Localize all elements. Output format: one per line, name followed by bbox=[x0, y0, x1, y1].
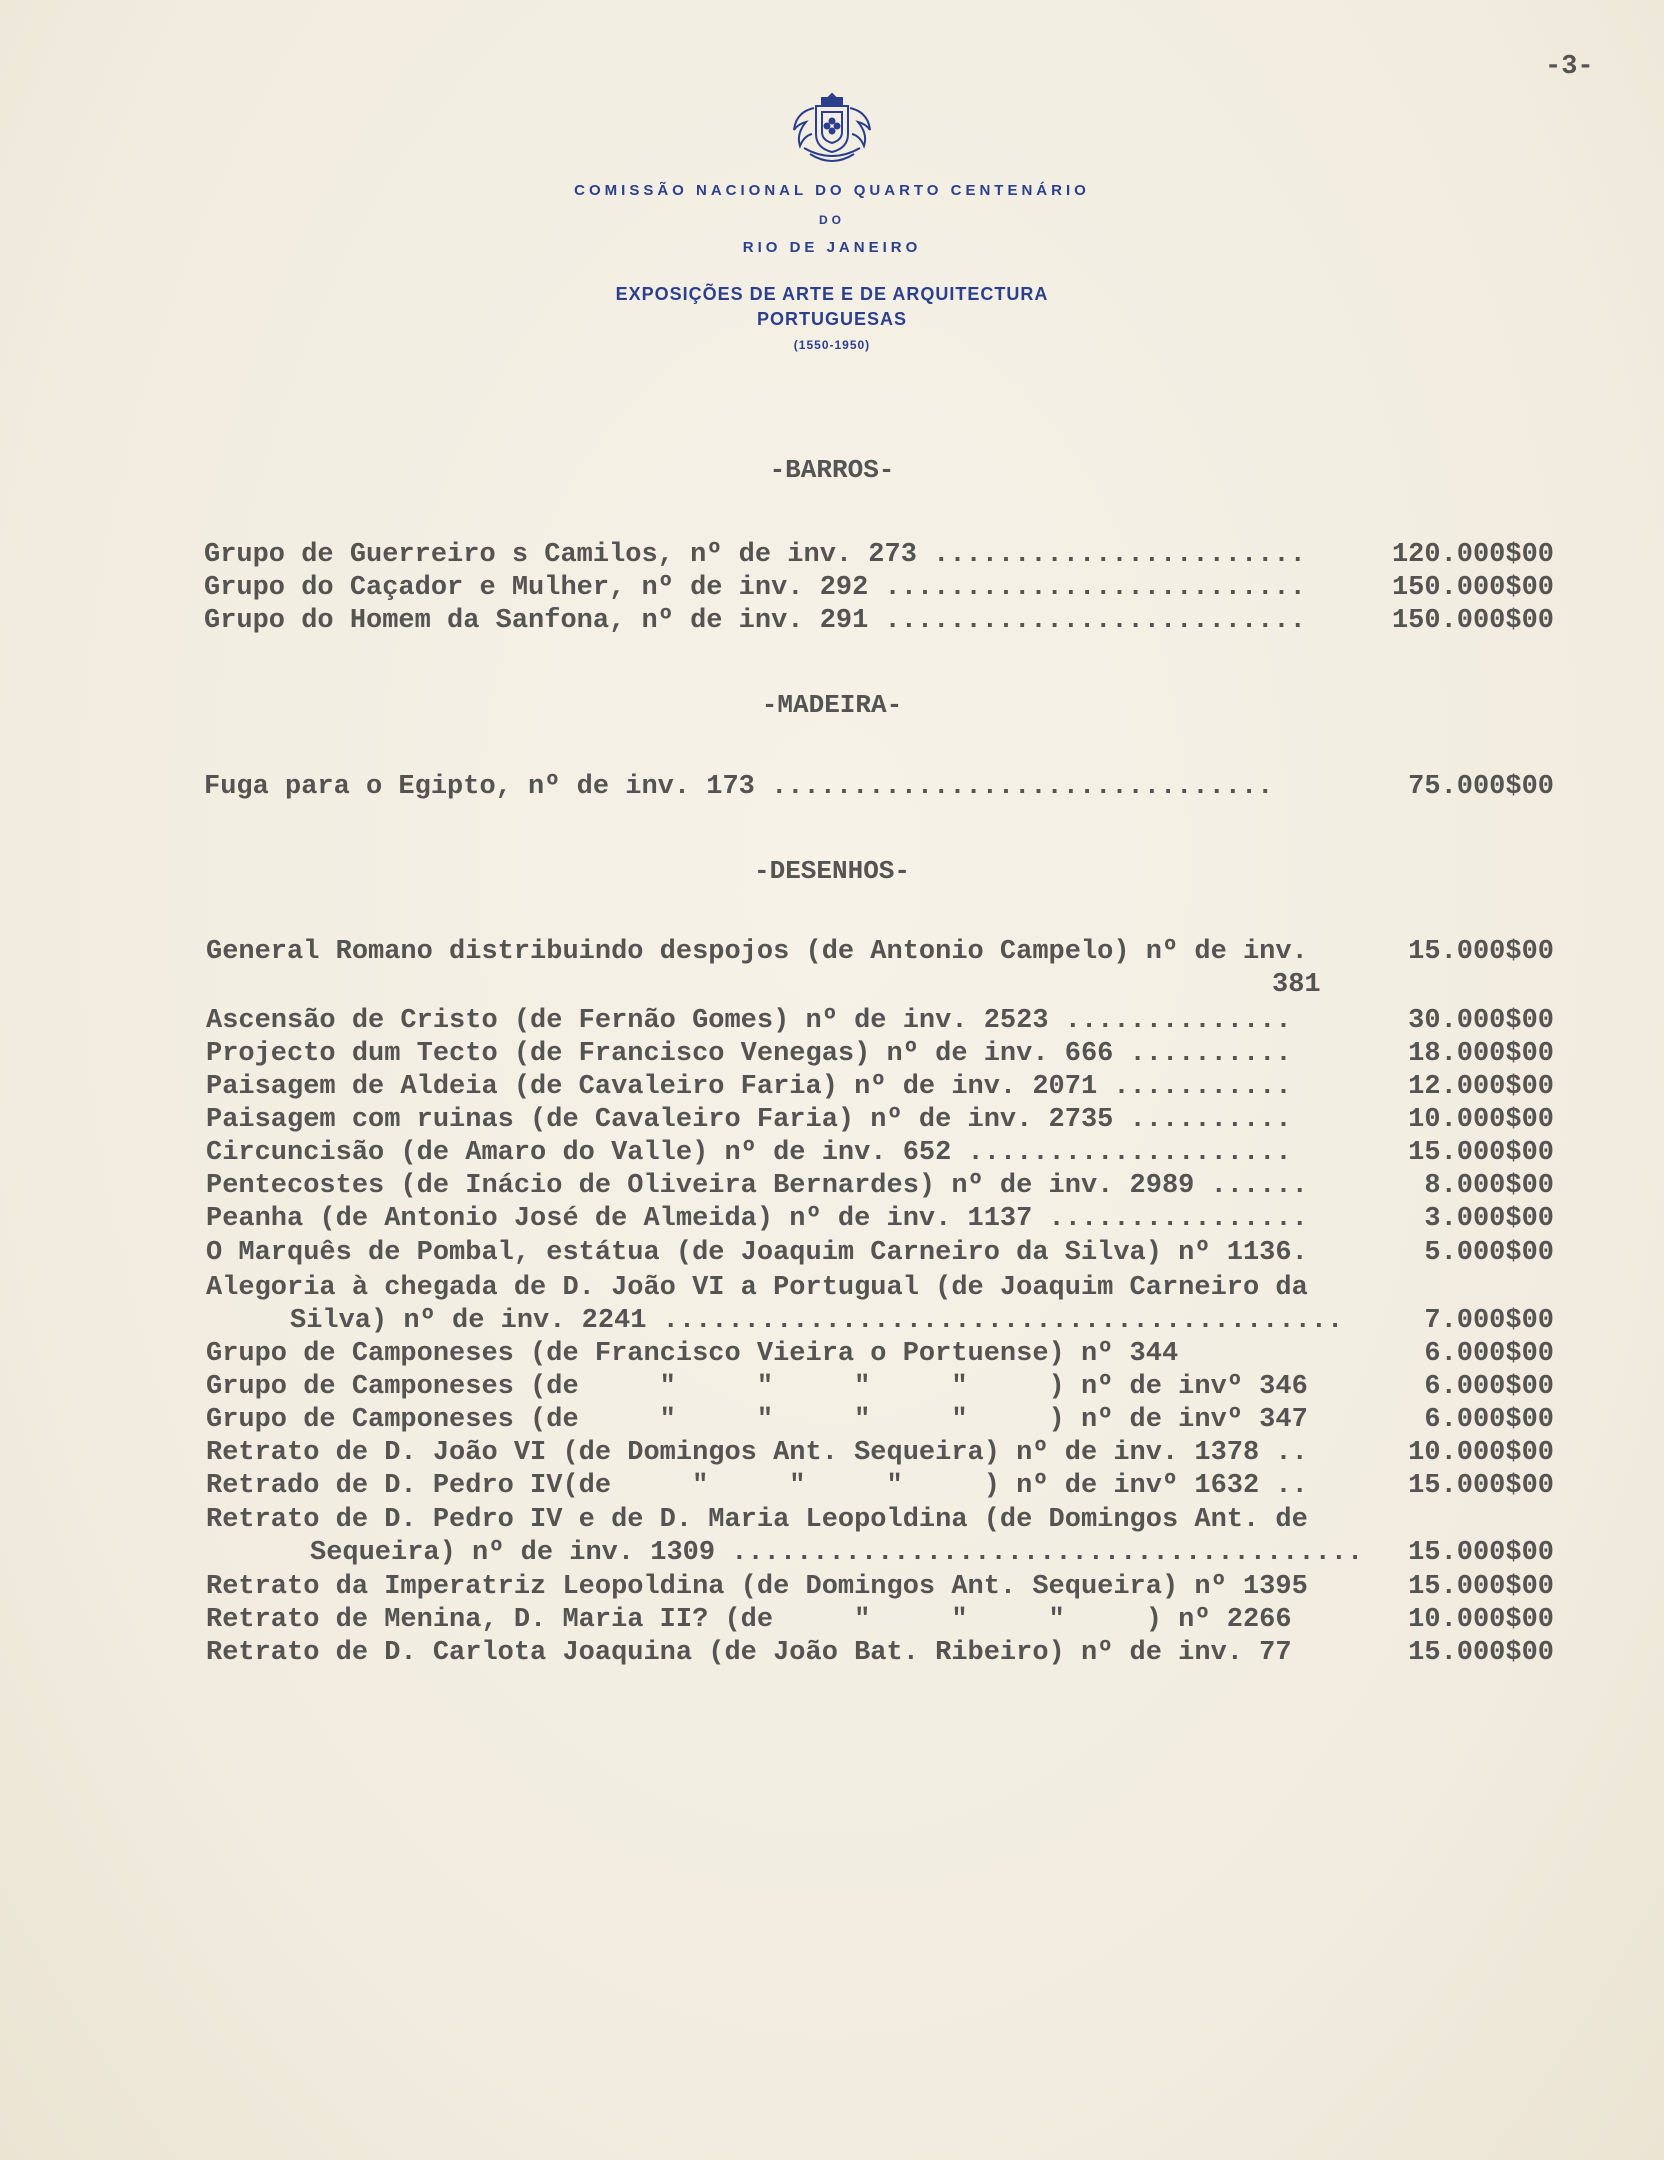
item-description: Grupo do Caçador e Mulher, nº de inv. 292 .......................... bbox=[204, 573, 1306, 603]
list-item bbox=[0, 1572, 1664, 1606]
item-price: 15.000$00 bbox=[1408, 1138, 1554, 1168]
item-description: Ascensão de Cristo (de Fernão Gomes) nº de inv. 2523 .............. bbox=[206, 1006, 1292, 1036]
coat-of-arms-icon bbox=[786, 88, 878, 166]
item-price: 15.000$00 bbox=[1408, 1572, 1554, 1602]
section-heading-desenhos: -DESENHOS- bbox=[753, 856, 911, 886]
letterhead-organization: COMISSÃO NACIONAL DO QUARTO CENTENÁRIO bbox=[574, 182, 1090, 199]
item-price: 10.000$00 bbox=[1408, 1438, 1554, 1468]
list-item bbox=[0, 1171, 1664, 1205]
item-price: 15.000$00 bbox=[1408, 1471, 1554, 1501]
item-price: 10.000$00 bbox=[1408, 1105, 1554, 1135]
list-item bbox=[0, 1006, 1664, 1040]
item-price: 15.000$00 bbox=[1408, 937, 1554, 967]
item-description: Grupo do Homem da Sanfona, nº de inv. 291 .......................... bbox=[204, 606, 1306, 636]
item-price: 75.000$00 bbox=[1408, 772, 1554, 802]
item-continuation: Silva) nº de inv. 2241 .......................................... bbox=[290, 1306, 1344, 1336]
item-description: Pentecostes (de Inácio de Oliveira Bernardes) nº de inv. 2989 ...... bbox=[206, 1171, 1308, 1201]
list-item bbox=[0, 573, 1664, 607]
item-continuation: Sequeira) nº de inv. 1309 ....................................... bbox=[310, 1538, 1364, 1568]
item-description: Grupo de Guerreiro s Camilos, nº de inv. 273 ....................... bbox=[204, 540, 1306, 570]
item-price: 6.000$00 bbox=[1424, 1372, 1554, 1402]
list-item bbox=[0, 1105, 1664, 1139]
item-description: Retrado de D. Pedro IV(de " " " ) nº de invº 1632 .. bbox=[206, 1471, 1308, 1501]
item-description: Peanha (de Antonio José de Almeida) nº de inv. 1137 ................ bbox=[206, 1204, 1308, 1234]
item-description: Alegoria à chegada de D. João VI a Portugual (de Joaquim Carneiro da bbox=[206, 1273, 1308, 1303]
list-item-continuation bbox=[0, 1306, 1664, 1340]
letterhead-city: RIO DE JANEIRO bbox=[742, 239, 922, 256]
list-item bbox=[0, 606, 1664, 640]
list-item bbox=[0, 1238, 1664, 1272]
item-continuation: 381 bbox=[1272, 970, 1321, 1000]
list-item bbox=[0, 1438, 1664, 1472]
list-item bbox=[0, 1638, 1664, 1672]
item-description: Paisagem de Aldeia (de Cavaleiro Faria) nº de inv. 2071 ........... bbox=[206, 1072, 1292, 1102]
item-description: Fuga para o Egipto, nº de inv. 173 ............................... bbox=[204, 772, 1274, 802]
item-description: Retrato de Menina, D. Maria II? (de " " " ) nº 2266 bbox=[206, 1605, 1292, 1635]
item-description: Projecto dum Tecto (de Francisco Venegas) nº de inv. 666 .......... bbox=[206, 1039, 1292, 1069]
item-price: 15.000$00 bbox=[1408, 1538, 1554, 1568]
item-description: Retrato de D. João VI (de Domingos Ant. Sequeira) nº de inv. 1378 .. bbox=[206, 1438, 1308, 1468]
letterhead-subtitle: PORTUGUESAS bbox=[756, 309, 908, 329]
list-item bbox=[0, 772, 1664, 806]
item-price: 8.000$00 bbox=[1424, 1171, 1554, 1201]
item-price: 150.000$00 bbox=[1391, 606, 1554, 636]
item-price: 12.000$00 bbox=[1408, 1072, 1554, 1102]
section-heading-barros: -BARROS- bbox=[769, 455, 895, 485]
section-heading-madeira: -MADEIRA- bbox=[761, 690, 903, 720]
item-description: Retrato de D. Pedro IV e de D. Maria Leopoldina (de Domingos Ant. de bbox=[206, 1505, 1308, 1535]
list-item-continuation bbox=[0, 970, 1664, 1004]
list-item-continuation bbox=[0, 1538, 1664, 1572]
list-item bbox=[0, 1138, 1664, 1172]
item-description: Grupo de Camponeses (de " " " " ) nº de invº 346 bbox=[206, 1372, 1308, 1402]
list-item bbox=[0, 1072, 1664, 1106]
list-item bbox=[0, 1405, 1664, 1439]
list-item bbox=[0, 540, 1664, 574]
item-description: O Marquês de Pombal, estátua (de Joaquim Carneiro da Silva) nº 1136. bbox=[206, 1238, 1308, 1268]
item-description: General Romano distribuindo despojos (de Antonio Campelo) nº de inv. bbox=[206, 937, 1308, 967]
item-price: 3.000$00 bbox=[1424, 1204, 1554, 1234]
list-item bbox=[0, 1039, 1664, 1073]
item-description: Retrato de D. Carlota Joaquina (de João Bat. Ribeiro) nº de inv. 77 bbox=[206, 1638, 1292, 1668]
list-item bbox=[0, 1339, 1664, 1373]
list-item bbox=[0, 1471, 1664, 1505]
item-description: Grupo de Camponeses (de " " " " ) nº de invº 347 bbox=[206, 1405, 1308, 1435]
list-item bbox=[0, 1372, 1664, 1406]
list-item bbox=[0, 1605, 1664, 1639]
letterhead-years: (1550-1950) bbox=[793, 338, 871, 352]
item-price: 6.000$00 bbox=[1424, 1339, 1554, 1369]
page-number: -3- bbox=[1545, 52, 1594, 82]
list-item bbox=[0, 937, 1664, 971]
item-price: 18.000$00 bbox=[1408, 1039, 1554, 1069]
list-item bbox=[0, 1505, 1664, 1539]
item-price: 15.000$00 bbox=[1408, 1638, 1554, 1668]
list-item bbox=[0, 1204, 1664, 1238]
item-price: 10.000$00 bbox=[1408, 1605, 1554, 1635]
letterhead bbox=[0, 88, 1664, 352]
item-price: 5.000$00 bbox=[1424, 1238, 1554, 1268]
letterhead-exhibition: EXPOSIÇÕES DE ARTE E DE ARQUITECTURA bbox=[615, 284, 1049, 304]
letterhead-connector: DO bbox=[819, 213, 845, 227]
item-price: 120.000$00 bbox=[1391, 540, 1554, 570]
item-description: Circuncisão (de Amaro do Valle) nº de inv. 652 .................... bbox=[206, 1138, 1292, 1168]
item-price: 7.000$00 bbox=[1424, 1306, 1554, 1336]
item-price: 6.000$00 bbox=[1424, 1405, 1554, 1435]
list-item bbox=[0, 1273, 1664, 1307]
item-description: Retrato da Imperatriz Leopoldina (de Domingos Ant. Sequeira) nº 1395 bbox=[206, 1572, 1308, 1602]
item-description: Paisagem com ruinas (de Cavaleiro Faria) nº de inv. 2735 .......... bbox=[206, 1105, 1292, 1135]
item-price: 150.000$00 bbox=[1391, 573, 1554, 603]
item-price: 30.000$00 bbox=[1408, 1006, 1554, 1036]
item-description: Grupo de Camponeses (de Francisco Vieira o Portuense) nº 344 bbox=[206, 1339, 1179, 1369]
